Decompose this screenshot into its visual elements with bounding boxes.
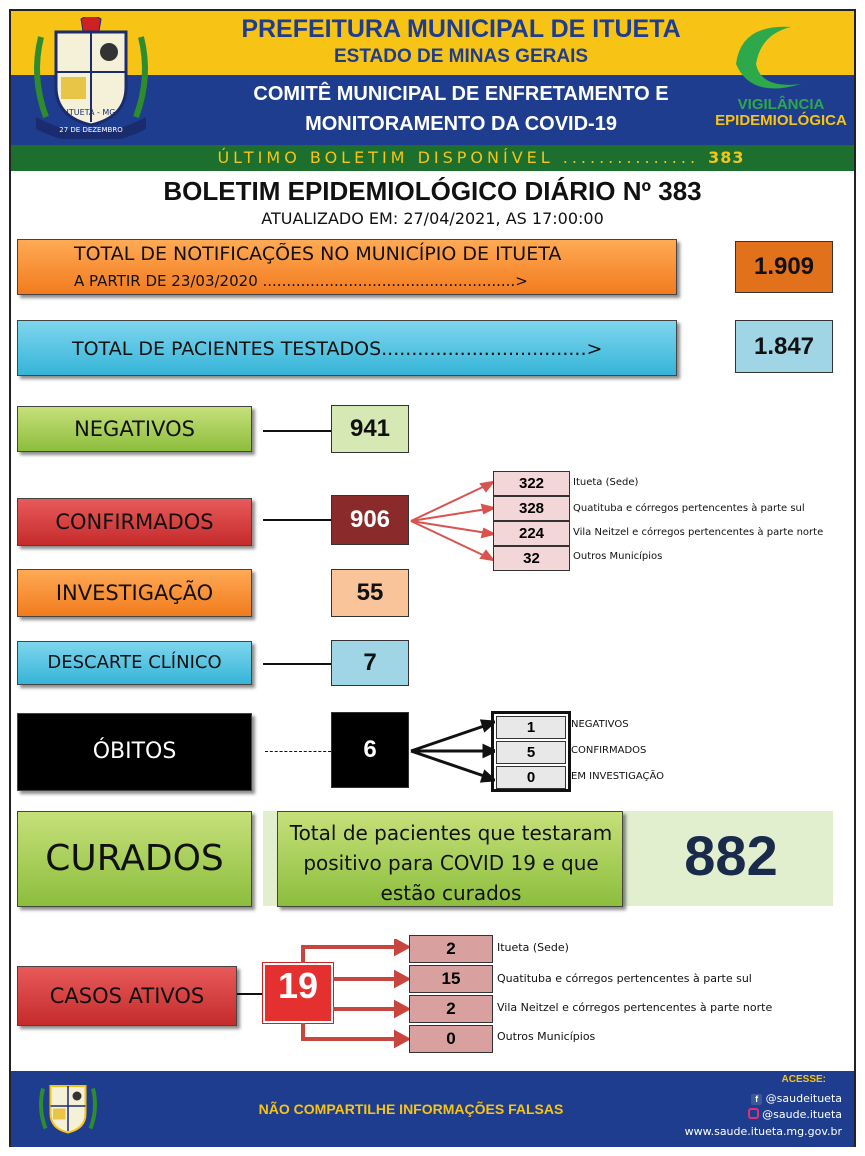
curados-value: 882 bbox=[684, 824, 778, 887]
confirmados-connector bbox=[263, 519, 331, 521]
ultimo-boletim-number: 383 bbox=[708, 148, 745, 167]
footer-acesse: ACESSE: bbox=[781, 1074, 826, 1085]
vigilancia-line2: EPIDEMIOLÓGICA bbox=[715, 112, 847, 129]
ativos-arrows-icon bbox=[293, 939, 413, 1049]
confirmados-value: 906 bbox=[331, 495, 409, 545]
comite-line1: COMITÊ MUNICIPAL DE ENFRETAMENTO E bbox=[253, 83, 669, 105]
curados-label: CURADOS bbox=[45, 838, 224, 879]
obitos-label: ÓBITOS bbox=[92, 739, 177, 764]
confirmados-outros-value: 32 bbox=[493, 546, 570, 571]
ativos-sede-value: 2 bbox=[409, 935, 493, 963]
obitos-confirmados-label: CONFIRMADOS bbox=[571, 745, 647, 756]
confirmados-sede-value: 322 bbox=[493, 471, 570, 496]
negativos-connector bbox=[263, 430, 331, 432]
testados-banner bbox=[17, 320, 677, 376]
footer-crest-icon bbox=[33, 1075, 103, 1143]
investigacao-label: INVESTIGAÇÃO bbox=[55, 581, 214, 605]
investigacao-banner bbox=[17, 569, 252, 617]
descarte-banner bbox=[17, 641, 252, 685]
ativos-sede-label: Itueta (Sede) bbox=[497, 941, 569, 954]
obitos-arrows-icon bbox=[409, 711, 495, 791]
confirmados-sede-label: Itueta (Sede) bbox=[573, 477, 639, 488]
ativos-sul-label: Quatituba e córregos pertencentes à parte sul bbox=[497, 972, 752, 985]
instagram-handle: @saude.itueta bbox=[762, 1108, 842, 1121]
vigilancia-logo bbox=[711, 19, 851, 139]
facebook-icon: f bbox=[751, 1094, 762, 1105]
ativos-outros-label: Outros Municípios bbox=[497, 1030, 596, 1043]
obitos-investigacao-value: 0 bbox=[496, 766, 566, 789]
testados-label: TOTAL DE PACIENTES TESTADOS..................................> bbox=[72, 338, 603, 360]
investigacao-value: 55 bbox=[331, 569, 409, 617]
vigilancia-swoosh-icon bbox=[711, 19, 851, 99]
footer-warning: NÃO COMPARTILHE INFORMAÇÕES FALSAS bbox=[258, 1101, 564, 1117]
bulletin-title: BOLETIM EPIDEMIOLÓGICO DIÁRIO Nº 383 bbox=[163, 176, 702, 206]
confirmados-sul-value: 328 bbox=[493, 496, 570, 521]
comite-line2: MONITORAMENTO DA COVID-19 bbox=[305, 113, 617, 135]
notificacoes-label-line1: TOTAL DE NOTIFICAÇÕES NO MUNICÍPIO DE ITUETA bbox=[74, 243, 562, 265]
prefeitura-title: PREFEITURA MUNICIPAL DE ITUETA bbox=[241, 15, 681, 43]
obitos-breakdown bbox=[491, 711, 571, 792]
confirmados-sul-label: Quatituba e córregos pertencentes à parte sul bbox=[573, 503, 805, 514]
notificacoes-value: 1.909 bbox=[735, 241, 833, 293]
obitos-negativos-label: NEGATIVOS bbox=[571, 719, 629, 730]
obitos-confirmados-value: 5 bbox=[496, 741, 566, 764]
curados-description: Total de pacientes que testaram positivo para COVID 19 e que estão curados bbox=[289, 821, 613, 905]
obitos-value: 6 bbox=[331, 712, 409, 788]
footer-site-link[interactable]: www.saude.itueta.mg.gov.br bbox=[684, 1125, 842, 1138]
ativos-label: CASOS ATIVOS bbox=[49, 984, 205, 1008]
vigilancia-line1: VIGILÂNCIA bbox=[737, 96, 825, 113]
ativos-sul-value: 15 bbox=[409, 965, 493, 993]
negativos-label: NEGATIVOS bbox=[74, 417, 195, 441]
crest-text-top: ITUETA - MG bbox=[66, 108, 116, 117]
negativos-banner bbox=[17, 406, 252, 452]
descarte-connector bbox=[263, 663, 331, 665]
ativos-norte-label: Vila Neitzel e córregos pertencentes à parte norte bbox=[497, 1001, 773, 1014]
obitos-banner bbox=[17, 713, 252, 791]
notificacoes-label-line2: A PARTIR DE 23/03/2020 .....................................................> bbox=[74, 272, 528, 290]
ultimo-boletim-bar bbox=[161, 148, 801, 167]
notificacoes-banner bbox=[17, 239, 677, 295]
ativos-connector bbox=[237, 993, 265, 995]
municipal-crest-icon bbox=[21, 17, 161, 139]
confirmados-outros-label: Outros Municípios bbox=[573, 551, 663, 562]
confirmados-arrows-icon bbox=[409, 479, 495, 563]
testados-value: 1.847 bbox=[735, 320, 833, 373]
negativos-value: 941 bbox=[331, 405, 409, 453]
confirmados-norte-label: Vila Neitzel e córregos pertencentes à parte norte bbox=[573, 527, 824, 538]
confirmados-norte-value: 224 bbox=[493, 521, 570, 546]
confirmados-banner bbox=[17, 498, 252, 546]
descarte-value: 7 bbox=[331, 640, 409, 686]
obitos-connector bbox=[265, 751, 331, 752]
obitos-investigacao-label: EM INVESTIGAÇÃO bbox=[571, 771, 665, 782]
comite-title bbox=[161, 79, 761, 139]
curados-description-box bbox=[277, 811, 623, 907]
footer-instagram[interactable] bbox=[748, 1108, 842, 1121]
facebook-handle: @saudeitueta bbox=[765, 1092, 842, 1105]
crest-text-bottom: 27 DE DEZEMBRO bbox=[59, 126, 123, 134]
confirmados-label: CONFIRMADOS bbox=[55, 510, 214, 534]
ativos-banner bbox=[17, 966, 237, 1026]
instagram-icon bbox=[748, 1108, 759, 1119]
footer-facebook[interactable] bbox=[751, 1092, 842, 1105]
obitos-negativos-value: 1 bbox=[496, 716, 566, 739]
ultimo-boletim-label: ÚLTIMO BOLETIM DISPONÍVEL ............... bbox=[217, 148, 700, 167]
ativos-outros-value: 0 bbox=[409, 1025, 493, 1053]
bulletin-page bbox=[9, 9, 856, 1147]
descarte-label: DESCARTE CLÍNICO bbox=[47, 652, 222, 673]
updated-timestamp: ATUALIZADO EM: 27/04/2021, AS 17:00:00 bbox=[261, 209, 604, 228]
estado-subtitle: ESTADO DE MINAS GERAIS bbox=[333, 46, 589, 67]
ativos-value: 19 bbox=[263, 963, 333, 1023]
curados-banner bbox=[17, 811, 252, 907]
ativos-norte-value: 2 bbox=[409, 995, 493, 1023]
